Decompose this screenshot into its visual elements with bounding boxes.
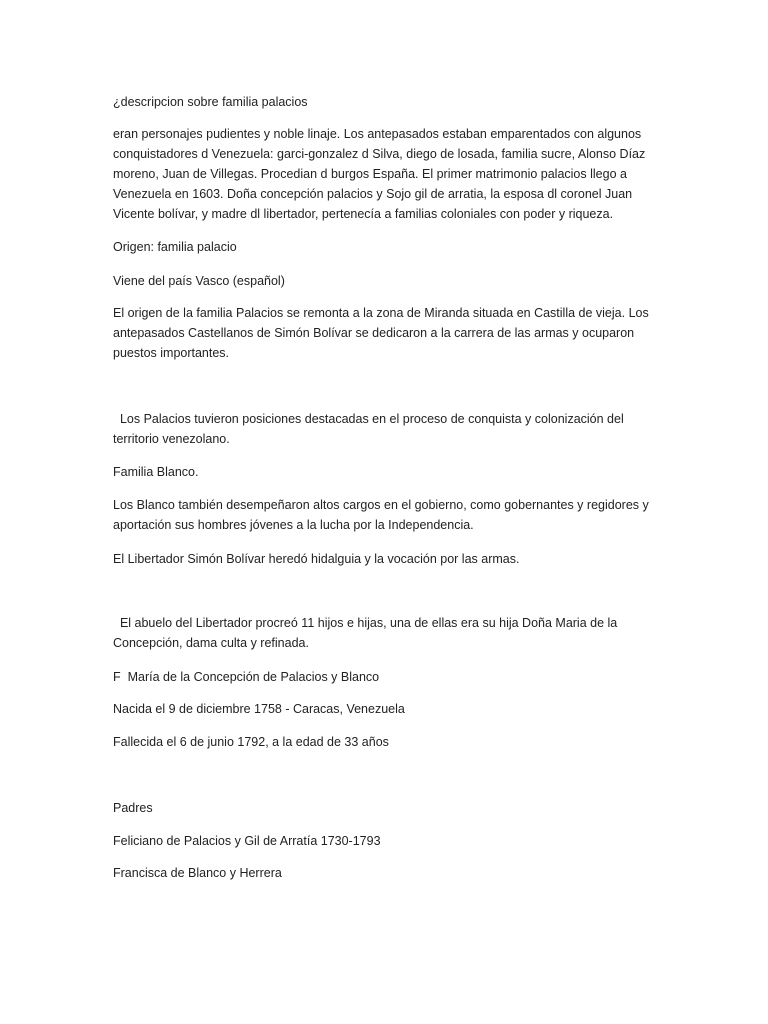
maria-birth xyxy=(113,699,658,719)
blanco-line: Los Blanco también desempeñaron altos cargos en el gobierno, como gobernantes y regidores y xyxy=(113,498,649,512)
father-entry xyxy=(113,831,658,851)
maria-name-line: F María de la Concepción de Palacios y Blanco xyxy=(113,670,380,684)
origin-country-line: Viene del país Vasco (español) xyxy=(113,274,285,288)
parents-heading xyxy=(113,798,658,818)
blanco-paragraph xyxy=(113,495,658,535)
blanco-heading xyxy=(113,462,658,482)
palacios-positions-line: territorio venezolano. xyxy=(113,432,230,446)
maria-death xyxy=(113,732,658,752)
parents-heading-line: Padres xyxy=(113,801,153,815)
maria-name xyxy=(113,667,658,687)
bolivar-inheritance-line: El Libertador Simón Bolívar heredó hidalguia y la vocación por las armas. xyxy=(113,552,520,566)
intro-line: moreno, Juan de Villegas. Procedian d burgos España. El primer matrimonio palacios llego a xyxy=(113,167,627,181)
father-line: Feliciano de Palacios y Gil de Arratía 1730-1793 xyxy=(113,834,381,848)
intro-paragraph xyxy=(113,124,658,224)
maria-death-line: Fallecida el 6 de junio 1792, a la edad de 33 años xyxy=(113,735,389,749)
blanco-heading-line: Familia Blanco. xyxy=(113,465,199,479)
blanco-line: aportación sus hombres jóvenes a la lucha por la Independencia. xyxy=(113,518,474,532)
mother-line: Francisca de Blanco y Herrera xyxy=(113,866,282,880)
origin-heading xyxy=(113,237,658,257)
intro-line: eran personajes pudientes y noble linaje. Los antepasados estaban emparentados con algunos xyxy=(113,127,642,141)
maria-birth-line: Nacida el 9 de diciembre 1758 - Caracas, Venezuela xyxy=(113,702,405,716)
palacios-positions-paragraph xyxy=(113,409,658,449)
palacios-positions-line: Los Palacios tuvieron posiciones destacadas en el proceso de conquista y colonización del xyxy=(113,412,624,426)
origin-line: antepasados Castellanos de Simón Bolívar se dedicaron a la carrera de las armas y ocuparon xyxy=(113,326,635,340)
question-heading xyxy=(113,92,658,112)
question-line: ¿descripcion sobre familia palacios xyxy=(113,95,308,109)
intro-line: conquistadores d Venezuela: garci-gonzalez d Silva, diego de losada, familia sucre, Alonso Díaz xyxy=(113,147,646,161)
intro-line: Vicente bolívar, y madre dl libertador, pertenecía a familias coloniales con poder y riqueza. xyxy=(113,207,614,221)
grandfather-line: Concepción, dama culta y refinada. xyxy=(113,636,309,650)
grandfather-line: El abuelo del Libertador procreó 11 hijos e hijas, una de ellas era su hija Doña Maria de la xyxy=(113,616,618,630)
origin-line: puestos importantes. xyxy=(113,346,230,360)
origin-heading-line: Origen: familia palacio xyxy=(113,240,237,254)
origin-line: El origen de la familia Palacios se remonta a la zona de Miranda situada en Castilla de vieja. Los xyxy=(113,306,649,320)
origin-country xyxy=(113,271,658,291)
grandfather-paragraph xyxy=(113,613,658,653)
mother-entry xyxy=(113,863,658,883)
intro-line: Venezuela en 1603. Doña concepción palacios y Sojo gil de arratia, la esposa dl coronel Juan xyxy=(113,187,633,201)
bolivar-inheritance xyxy=(113,549,658,569)
origin-paragraph xyxy=(113,303,658,363)
